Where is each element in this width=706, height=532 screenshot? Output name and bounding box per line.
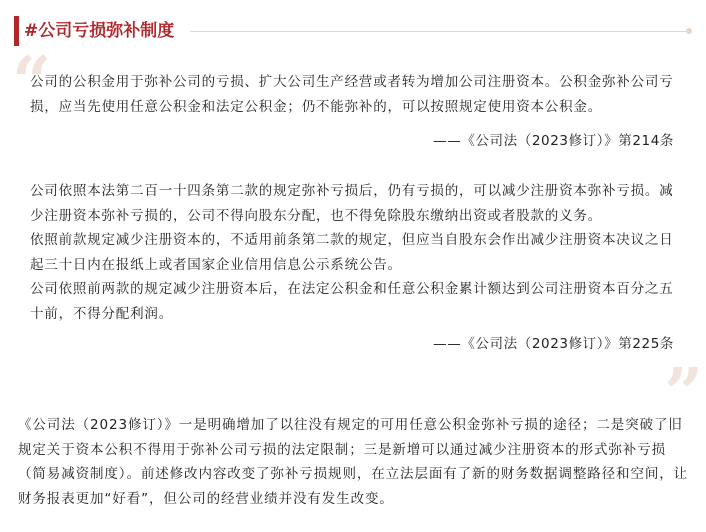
quote2-paragraph-3: 公司依照前两款的规定减少注册资本后，在法定公积金和任意公积金累计额达到公司注册资本百分之五十前，不得分配利润。 bbox=[30, 281, 674, 322]
quote2-citation: ——《公司法（2023修订）》第225条 bbox=[433, 336, 674, 352]
quote-block bbox=[30, 70, 674, 356]
quote1-text: 公司的公积金用于弥补公司的亏损、扩大公司生产经营或者转为增加公司注册资本。公积金弥补公司亏损，应当先使用任意公积金和法定公积金；仍不能弥补的，可以按照规定使用资本公积金。 bbox=[30, 74, 674, 115]
section-header bbox=[14, 16, 694, 46]
header-divider-dot bbox=[686, 28, 692, 34]
quote-gap bbox=[30, 153, 674, 179]
open-quote-icon: “ bbox=[12, 42, 52, 122]
quote1-citation: ——《公司法（2023修订）》第214条 bbox=[433, 133, 674, 149]
quote2-paragraph-1: 公司依照本法第二百一十四条第二款的规定弥补亏损后，仍有亏损的，可以减少注册资本弥补亏损。减少注册资本弥补亏损的，公司不得向股东分配，也不得免除股东缴纳出资或者股款的义务。 bbox=[30, 183, 674, 224]
close-quote-icon: ” bbox=[664, 354, 704, 434]
summary-paragraph: 《公司法（2023修订）》一是明确增加了以往没有规定的可用任意公积金弥补亏损的途径；二是突破了旧规定关于资本公积不得用于弥补公司亏损的法定限制；三是新增可以通过减少注册资本的形式弥补亏损（简易减资制度）。前述修改内容改变了弥补亏损规则，在立法层面有了新的财务数据调整路径和空间，让财务报表更加“好看”，但公司的经营业绩并没有发生改变。 bbox=[18, 417, 689, 507]
quote2-paragraph-2: 依照前款规定减少注册资本的，不适用前条第二款的规定，但应当自股东会作出减少注册资本决议之日起三十日内在报纸上或者国家企业信用信息公示系统公告。 bbox=[30, 232, 674, 273]
header-divider bbox=[190, 31, 686, 32]
section-title: #公司亏损弥补制度 bbox=[24, 21, 175, 41]
